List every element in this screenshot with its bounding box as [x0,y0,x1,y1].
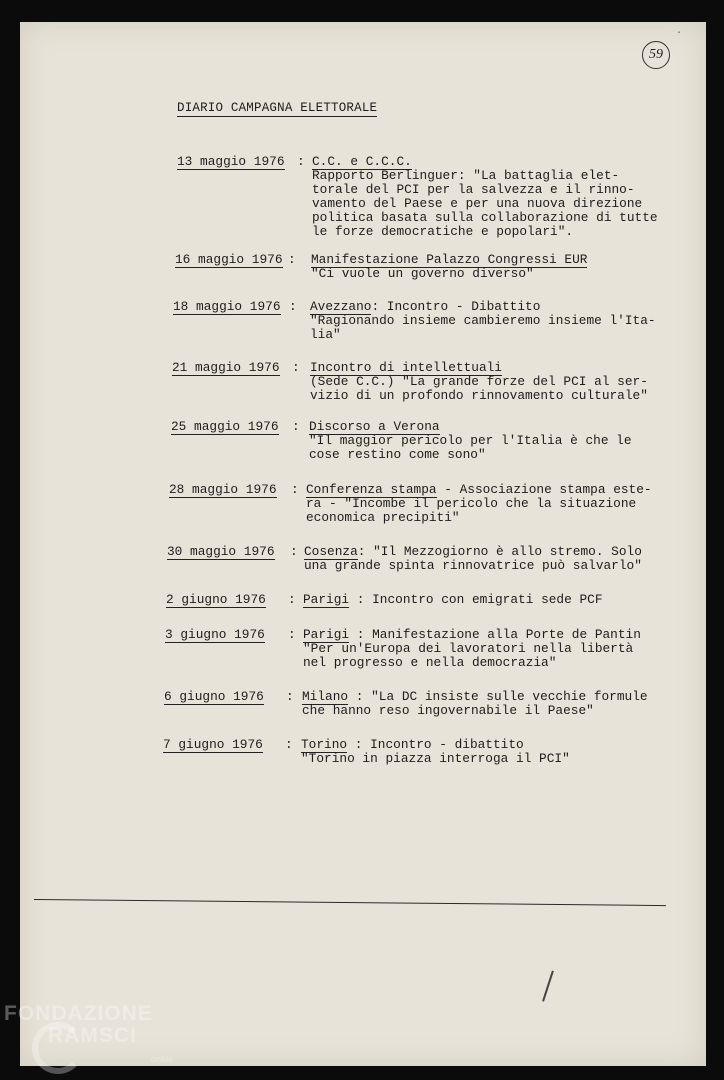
entry-line: "Ci vuole un governo diverso" [311,266,534,281]
entry-date: 28 maggio 1976 [169,482,277,497]
entry-date: 6 giugno 1976 [164,689,264,704]
entry-colon: : [285,737,293,752]
entry-line: cose restino come sono" [309,447,486,462]
entry-heading: Manifestazione Palazzo Congressi EUR [311,252,588,267]
entry-line: lia" [310,327,341,342]
entry-date: 16 maggio 1976 [175,252,283,267]
entry-heading: Cosenza [304,544,358,559]
entry-line: nel progresso e nella democrazia" [303,655,557,670]
entry-heading-rest: : Incontro con emigrati sede PCF [349,592,603,607]
entry-body [304,545,642,573]
entry-colon: : [286,689,294,704]
entry-heading: Parigi [303,592,350,607]
entry-line: le forze democratiche e popolari". [312,224,574,239]
entry-line: (Sede C.C.) "La grande forze del PCI al ser- [310,374,648,389]
entry-heading: Parigi [303,627,350,642]
entry-line: "Per un'Europa dei lavoratori nella libertà [303,641,634,656]
entry-line: ra - "Incombe il pericolo che la situazione [306,496,637,511]
entry-body [310,300,656,342]
entry-line: politica basata sulla collaborazione di tutte [312,210,658,225]
entry-heading: Avezzano [310,299,372,314]
entry-date: 30 maggio 1976 [167,544,275,559]
logo-line3: onlus [151,1054,173,1064]
page-number: 59 [642,41,670,69]
entry-body [309,420,632,462]
entry-colon: : [290,544,298,559]
entry-heading: Milano [302,689,349,704]
entry-line: una grande spinta rinnovatrice può salvarlo" [304,558,642,573]
entry-colon: : [288,627,296,642]
fondazione-gramsci-logo [4,1002,184,1076]
entry-line: vizio di un profondo rinnovamento culturale" [310,388,648,403]
entry-line: "Ragionando insieme cambieremo insieme l'Ita- [310,313,656,328]
entry-colon: : [288,592,296,607]
entry-date: 25 maggio 1976 [171,419,279,434]
entry-heading: Torino [301,737,348,752]
entry-line: economica precipiti" [306,510,460,525]
entry-line: "Torino in piazza interroga il PCI" [301,751,570,766]
logo-line2: RAMSCI [48,1024,137,1047]
entry-colon: : [292,419,300,434]
entry-heading-rest: : "La DC insiste sulle vecchie formule [348,689,648,704]
entry-line: torale del PCI per la salvezza e il rinno- [312,182,635,197]
corner-mark: · [676,28,683,39]
entry-colon: : [289,299,297,314]
entry-heading: Discorso a Verona [309,419,440,434]
entry-date: 3 giugno 1976 [165,627,265,642]
entry-body [303,593,603,607]
entry-body [303,628,641,670]
entry-colon: : [297,154,305,169]
entry-heading-rest: : Manifestazione alla Porte de Pantin [349,627,641,642]
entry-colon: : [292,360,300,375]
entry-date: 13 maggio 1976 [177,154,285,169]
entry-heading: Incontro di intellettuali [310,360,502,375]
entry-heading-rest: - Associazione stampa este- [436,482,652,497]
entry-colon: : [291,482,299,497]
logo-line1: FONDAZIONE [4,1002,153,1025]
entry-body [306,483,652,525]
entry-date: 18 maggio 1976 [173,299,281,314]
entry-body [311,253,587,281]
entry-body [302,690,648,718]
document-title: DIARIO CAMPAGNA ELETTORALE [177,101,378,115]
entry-line: "Il maggior pericolo per l'Italia è che le [309,433,632,448]
entry-date: 21 maggio 1976 [172,360,280,375]
entry-line: vamento del Paese e per una nuova direzione [312,196,643,211]
entry-colon: : [288,252,296,267]
entry-date: 2 giugno 1976 [166,592,266,607]
entry-body [301,738,570,766]
entry-heading-rest: : Incontro - Dibattito [371,299,541,314]
entry-heading-rest: : Incontro - dibattito [347,737,524,752]
entry-body [312,155,658,239]
entry-heading-rest: : "Il Mezzogiorno è allo stremo. Solo [357,544,642,559]
entry-heading: Conferenza stampa [306,482,437,497]
entry-body [310,361,648,403]
entry-line: che hanno reso ingovernabile il Paese" [302,703,594,718]
entry-date: 7 giugno 1976 [163,737,263,752]
entry-heading: C.C. e C.C.C. [312,154,412,169]
entry-line: Rapporto Berlinguer: "La battaglia elet- [312,168,620,183]
